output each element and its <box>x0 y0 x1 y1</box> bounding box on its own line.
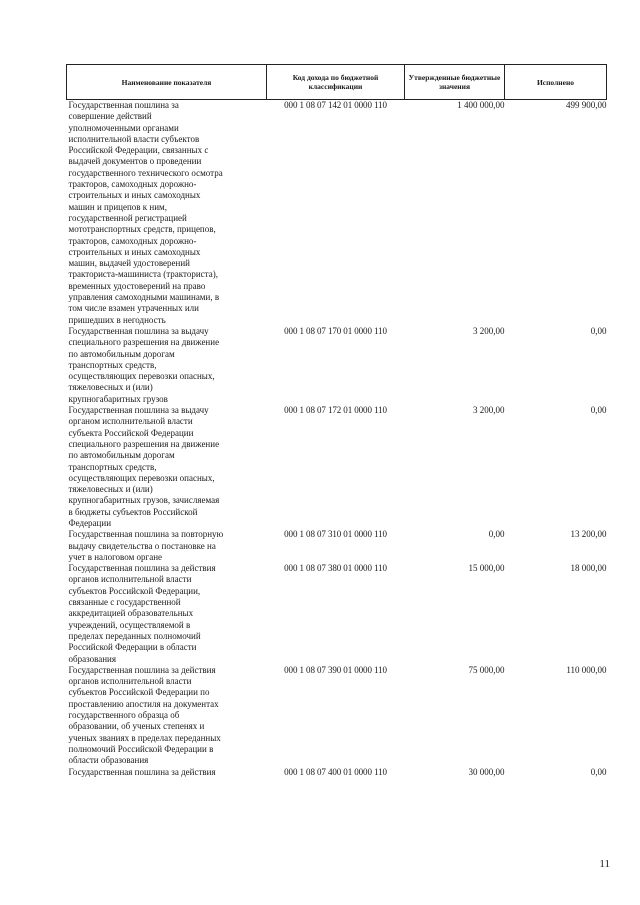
indicator-name-line: тракторов, самоходных дорожно- <box>68 179 197 190</box>
indicator-name-cell <box>67 326 267 405</box>
indicator-name-line: пришедших в негодность <box>68 314 166 325</box>
indicator-name-line: тяжеловесных и (или) <box>68 484 153 495</box>
income-code-cell: 000 1 08 07 172 01 0000 110 <box>284 405 387 416</box>
indicator-name-line: Государственная пошлина за действия <box>68 766 216 777</box>
indicator-name-line: государственной регистрацией <box>68 212 187 223</box>
indicator-name-cell <box>67 665 267 767</box>
indicator-name-line: Государственная пошлина за действия <box>68 664 216 675</box>
indicator-name-line: субъекта Российской Федерации <box>68 427 194 438</box>
indicator-name-line: аккредитацией образовательных <box>68 608 194 619</box>
table-row <box>67 326 607 405</box>
indicator-name-line: полномочий Российской Федерации в <box>68 743 214 754</box>
executed-value-cell: 0,00 <box>590 405 607 416</box>
executed-value-cell: 0,00 <box>590 766 607 777</box>
indicator-name-line: области образования <box>68 755 149 766</box>
indicator-name-line: Российской Федерации в области <box>68 642 197 653</box>
executed-value-cell: 13 200,00 <box>570 529 607 540</box>
executed-value-cell: 0,00 <box>590 325 607 336</box>
indicator-name-line: строительных и иных самоходных <box>68 190 201 201</box>
indicator-name-line: крупногабаритных грузов, зачисляемая <box>68 495 220 506</box>
budget-table-container <box>66 64 606 778</box>
indicator-name-line: том числе взамен утраченных или <box>68 303 199 314</box>
approved-value-cell: 0,00 <box>488 529 505 540</box>
executed-value-cell: 110 000,00 <box>566 664 607 675</box>
table-row <box>67 100 607 326</box>
indicator-name-line: Российской Федерации, связанных с <box>68 145 209 156</box>
indicator-name-line: транспортных средств, <box>68 461 157 472</box>
approved-value-cell: 3 200,00 <box>473 325 505 336</box>
indicator-name-line: специального разрешения на движение <box>68 337 220 348</box>
indicator-name-line: государственного образца об <box>68 710 180 721</box>
table-row <box>67 665 607 767</box>
indicator-name-line: машин и прицепов к ним, <box>68 201 167 212</box>
indicator-name-cell <box>67 100 267 326</box>
indicator-name-line: машин, выдачей удостоверений <box>68 258 190 269</box>
indicator-name-line: Федерации <box>68 517 112 528</box>
indicator-name-line: пределах переданных полномочий <box>68 630 201 641</box>
indicator-name-line: тракторов, самоходных дорожно- <box>68 235 197 246</box>
indicator-name-line: учет в налоговом органе <box>68 551 163 562</box>
indicator-name-line: совершение действий <box>68 111 152 122</box>
indicator-name-line: временных удостоверений на право <box>68 280 206 291</box>
approved-value-cell: 1 400 000,00 <box>457 100 505 110</box>
indicator-name-cell <box>67 767 267 778</box>
budget-execution-table <box>66 64 607 778</box>
indicator-name-line: по автомобильным дорогам <box>68 450 175 461</box>
indicator-name-line: органом исполнительной власти <box>68 416 193 427</box>
header-income-code: Код дохода по бюджетной классификации <box>267 65 405 100</box>
indicator-name-line: учреждений, осуществляемой в <box>68 619 191 630</box>
indicator-name-line: Государственная пошлина за повторную <box>68 529 224 540</box>
indicator-name-line: Государственная пошлина за выдачу <box>68 405 209 416</box>
indicator-name-line: Государственная пошлина за <box>68 100 179 110</box>
indicator-name-line: субъектов Российской Федерации по <box>68 687 210 698</box>
income-code-cell: 000 1 08 07 142 01 0000 110 <box>284 100 387 110</box>
income-code-cell: 000 1 08 07 310 01 0000 110 <box>284 529 387 540</box>
indicator-name-line: субъектов Российской Федерации, <box>68 585 201 596</box>
indicator-name-cell <box>67 563 267 665</box>
indicator-name-line: выдачей документов о проведении <box>68 156 202 167</box>
indicator-name-line: органов исполнительной власти <box>68 676 192 687</box>
indicator-name-line: органов исполнительной власти <box>68 574 192 585</box>
indicator-name-line: тяжеловесных и (или) <box>68 382 153 393</box>
indicator-name-line: образования <box>68 653 116 664</box>
indicator-name-line: по автомобильным дорогам <box>68 348 175 359</box>
indicator-name-line: специального разрешения на движение <box>68 438 220 449</box>
executed-value-cell: 499 900,00 <box>566 100 607 110</box>
indicator-name-line: строительных и иных самоходных <box>68 246 201 257</box>
indicator-name-line: крупногабаритных грузов <box>68 393 168 404</box>
header-approved-values: Утвержденные бюджетные значения <box>405 65 505 100</box>
page-number: 11 <box>599 858 610 870</box>
approved-value-cell: 15 000,00 <box>468 563 505 574</box>
indicator-name-line: тракториста-машиниста (тракториста), <box>68 269 218 280</box>
indicator-name-line: осуществляющих перевозки опасных, <box>68 371 215 382</box>
indicator-name-cell <box>67 529 267 563</box>
indicator-name-line: мототранспортных средств, прицепов, <box>68 224 216 235</box>
income-code-cell: 000 1 08 07 390 01 0000 110 <box>284 664 387 675</box>
indicator-name-line: Государственная пошлина за выдачу <box>68 325 209 336</box>
approved-value-cell: 30 000,00 <box>468 766 505 777</box>
approved-value-cell: 3 200,00 <box>473 405 505 416</box>
income-code-cell: 000 1 08 07 380 01 0000 110 <box>284 563 387 574</box>
table-row <box>67 563 607 665</box>
table-header <box>67 65 607 100</box>
indicator-name-line: ученых званиях в пределах переданных <box>68 732 221 743</box>
approved-value-cell: 75 000,00 <box>468 664 505 675</box>
indicator-name-line: проставлению апостиля на документах <box>68 698 219 709</box>
table-row <box>67 529 607 563</box>
header-row <box>67 65 607 100</box>
indicator-name-line: транспортных средств, <box>68 359 157 370</box>
indicator-name-line: выдачу свидетельства о постановке на <box>68 540 216 551</box>
income-code-cell: 000 1 08 07 400 01 0000 110 <box>284 766 387 777</box>
indicator-name-line: связанные с государственной <box>68 597 181 608</box>
table-row <box>67 405 607 529</box>
indicator-name-line: Государственная пошлина за действия <box>68 563 216 574</box>
indicator-name-line: управления самоходными машинами, в <box>68 292 220 303</box>
table-body <box>67 100 607 778</box>
indicator-name-line: осуществляющих перевозки опасных, <box>68 472 215 483</box>
indicator-name-line: в бюджеты субъектов Российской <box>68 506 198 517</box>
indicator-name-line: исполнительной власти субъектов <box>68 133 200 144</box>
indicator-name-line: государственного технического осмотра <box>68 167 223 178</box>
header-indicator-name: Наименование показателя <box>67 65 267 100</box>
indicator-name-line: образовании, об ученых степенях и <box>68 721 205 732</box>
executed-value-cell: 18 000,00 <box>570 563 607 574</box>
income-code-cell: 000 1 08 07 170 01 0000 110 <box>284 325 387 336</box>
header-executed: Исполнено <box>505 65 607 100</box>
indicator-name-line: уполномоченными органами <box>68 122 179 133</box>
indicator-name-cell <box>67 405 267 529</box>
table-row <box>67 767 607 778</box>
